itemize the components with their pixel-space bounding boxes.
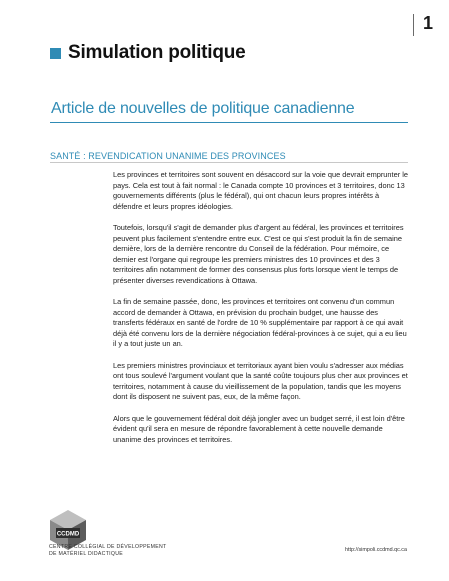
logo-caption xyxy=(49,544,167,558)
section-divider xyxy=(50,162,408,163)
title-square-icon xyxy=(50,48,61,59)
page-number-area xyxy=(413,13,433,36)
caption-line: DE MATÉRIEL DIDACTIQUE xyxy=(49,551,124,557)
paragraph: Les premiers ministres provinciaux et territoriaux ayant bien voulu s'adresser aux médias ont tous soulevé l'argument voulant que la santé coûte toujours plus cher aux provinces et territoires, notamment à cause du vieillissement de la population, tandis que les moyens dont ils disposent ne suivent pas, eux, de la même façon. xyxy=(113,360,408,401)
doc-title: Simulation politique xyxy=(68,42,246,63)
doc-header xyxy=(50,42,246,64)
article-body xyxy=(113,170,409,456)
footer-url-link[interactable]: http://simpoli.ccdmd.qc.ca xyxy=(344,547,407,553)
paragraph: Toutefois, lorsqu'il s'agit de demander plus d'argent au fédéral, les provinces et territoires peuvent plus facilement s'entendre entre eux. C'est ce qui s'est produit la fin de semaine dernière, lors de la dernière rencontre du Conseil de la fédération. Pour mémoire, ce dernier est l'organe qui regroupe les premiers ministres des 10 provinces et des 3 territoires afin notamment de former des consensus plus forts lorsque vient le temps de présenter diverses revendications à Ottawa. xyxy=(113,223,404,285)
paragraph: Alors que le gouvernement fédéral doit déjà jongler avec un budget serré, il est loin d'être évident qu'il sera en mesure de répondre favorablement à cette nouvelle demande unanime des provinces et territoires. xyxy=(113,413,405,444)
page-number: 1 xyxy=(422,13,433,33)
logo-text: CCDMD xyxy=(56,531,80,538)
caption-line: CENTRE COLLÉGIAL DE DÉVELOPPEMENT xyxy=(49,544,167,550)
page-divider xyxy=(413,14,414,36)
paragraph: La fin de semaine passée, donc, les provinces et territoires ont convenu d'un commun accord de demander à Ottawa, en prévision du prochain budget, une hausse des transferts fédéraux en santé de l'ordre de 10 % supplémentaire par rapport à ce qui avait déjà été convenu lors de la dernière négociation fédéral-provinces à ce sujet, qui a eu lieu il y a tout juste un an. xyxy=(113,297,407,348)
title-divider xyxy=(50,122,408,123)
paragraph: Les provinces et territoires sont souvent en désaccord sur la voie que devrait emprunter le pays. Cela est tout à fait normal : le Canada compte 10 provinces et 3 territoires, donc 13 gouvernements différents (plus le fédéral), qui ont chacun leurs propres intérêts à défendre et leurs propres idéologies. xyxy=(113,170,408,211)
article-title: Article de nouvelles de politique canadienne xyxy=(51,100,355,117)
section-heading: SANTÉ : REVENDICATION UNANIME DES PROVINCES xyxy=(50,151,286,161)
